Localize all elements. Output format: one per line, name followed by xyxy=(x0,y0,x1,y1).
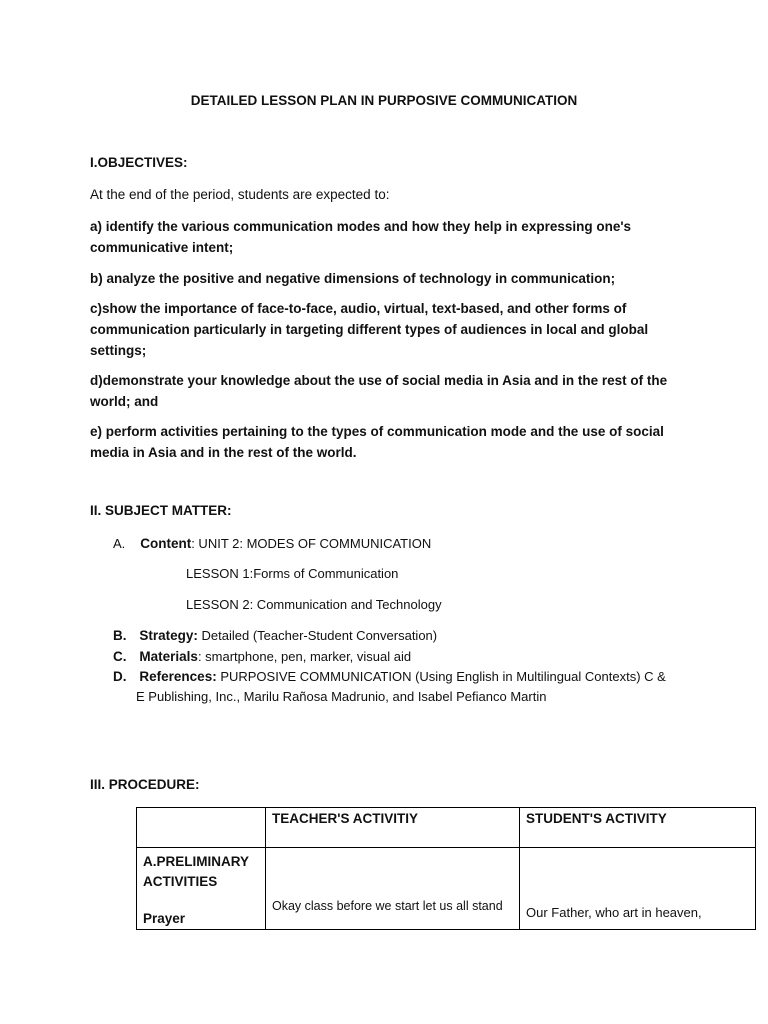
section-title-line2: ACTIVITIES xyxy=(143,874,218,889)
table-cell-teacher xyxy=(266,848,520,930)
table-header-blank xyxy=(137,808,266,848)
lesson-1: LESSON 1:Forms of Communication xyxy=(186,566,399,581)
materials-line xyxy=(113,648,411,666)
objectives-heading: I.OBJECTIVES: xyxy=(90,155,188,170)
objective-item-a: a) identify the various communication modes and how they help in expressing one's communicative intent; xyxy=(90,219,632,255)
objective-item-b: b) analyze the positive and negative dimensions of technology in communication; xyxy=(90,271,616,286)
document-title: DETAILED LESSON PLAN IN PURPOSIVE COMMUNICATION xyxy=(190,93,578,108)
objective-item-d: d)demonstrate your knowledge about the use of social media in Asia and in the rest of the world; and xyxy=(90,373,668,409)
prayer-label: Prayer xyxy=(143,911,186,926)
table-cell-student xyxy=(520,848,756,930)
objective-item-c: c)show the importance of face-to-face, audio, virtual, text-based, and other forms of communication particularly in targeting different types of audiences in local and global settings; xyxy=(90,301,649,358)
references-line xyxy=(113,668,666,686)
teacher-activity-header: TEACHER'S ACTIVITIY xyxy=(272,811,418,826)
content-line xyxy=(113,535,431,553)
table-header-teacher xyxy=(266,808,520,848)
teacher-prayer-text: Okay class before we start let us all stand xyxy=(272,899,503,913)
references-marker: D. xyxy=(113,669,127,684)
student-activity-header: STUDENT'S ACTIVITY xyxy=(526,811,667,826)
section-title-line1: A.PRELIMINARY xyxy=(143,854,250,869)
strategy-marker: B. xyxy=(113,628,127,643)
table-header-student xyxy=(520,808,756,848)
student-prayer-text: Our Father, who art in heaven, xyxy=(526,905,702,920)
references-value-cont: E Publishing, Inc., Marilu Rañosa Madrunio, and Isabel Pefianco Martin xyxy=(136,689,547,704)
references-value: PURPOSIVE COMMUNICATION (Using English in Multilingual Contexts) C & xyxy=(216,669,666,684)
strategy-label: Strategy: xyxy=(139,628,198,643)
strategy-line xyxy=(113,627,437,645)
references-label: References: xyxy=(139,669,217,684)
content-value: : UNIT 2: MODES OF COMMUNICATION xyxy=(191,536,432,551)
lesson-2: LESSON 2: Communication and Technology xyxy=(186,597,442,612)
procedure-table xyxy=(136,807,756,930)
table-cell-section xyxy=(137,848,266,930)
objective-item-e: e) perform activities pertaining to the types of communication mode and the use of social media in Asia and in the rest of the world. xyxy=(90,424,664,460)
materials-value: : smartphone, pen, marker, visual aid xyxy=(197,649,412,664)
objectives-intro: At the end of the period, students are expected to: xyxy=(90,187,390,202)
procedure-heading: III. PROCEDURE: xyxy=(90,777,200,792)
materials-label: Materials xyxy=(139,649,198,664)
table-header-row xyxy=(137,808,756,848)
content-marker: A. xyxy=(113,536,126,551)
materials-marker: C. xyxy=(113,649,127,664)
strategy-value: Detailed (Teacher-Student Conversation) xyxy=(197,628,438,643)
content-label: Content xyxy=(140,536,192,551)
table-row xyxy=(137,848,756,930)
subject-matter-heading: II. SUBJECT MATTER: xyxy=(90,503,232,518)
